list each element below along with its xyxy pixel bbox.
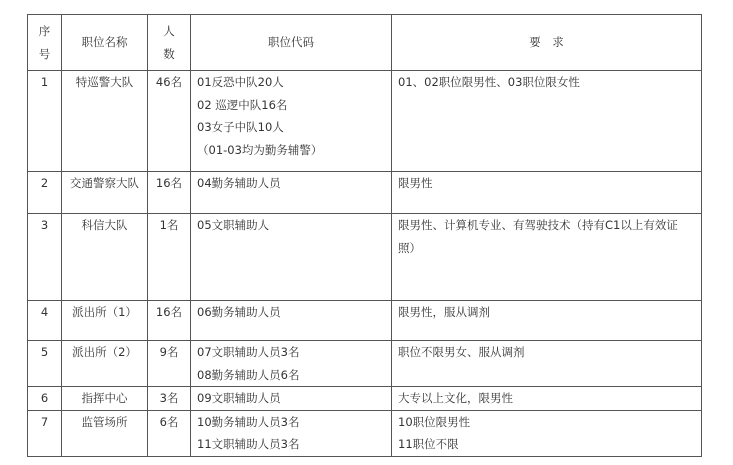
table-row <box>28 387 702 411</box>
row-requirement: 01、02职位限男性、03职位限女性 <box>392 71 702 172</box>
row-codes <box>191 71 392 172</box>
table-row <box>28 301 702 341</box>
row-index: 6 <box>28 387 62 411</box>
row-codes <box>191 410 392 456</box>
code-line: 11文职辅助人员3名 <box>197 437 300 451</box>
row-position-name: 监管场所 <box>62 410 148 456</box>
header-row <box>28 15 702 71</box>
row-codes <box>191 301 392 341</box>
header-code: 职位代码 <box>191 15 392 71</box>
row-requirement: 限男性，服从调剂 <box>392 301 702 341</box>
row-codes <box>191 172 392 214</box>
row-requirement <box>392 410 702 456</box>
row-codes <box>191 341 392 387</box>
row-count: 3名 <box>148 387 191 411</box>
row-position-name: 指挥中心 <box>62 387 148 411</box>
row-index: 5 <box>28 341 62 387</box>
code-line: 06勤务辅助人员 <box>197 305 281 319</box>
row-index: 2 <box>28 172 62 214</box>
header-name: 职位名称 <box>62 15 148 71</box>
row-index: 3 <box>28 214 62 301</box>
row-position-name: 派出所（1） <box>62 301 148 341</box>
code-line: 02 巡逻中队16名 <box>197 97 288 112</box>
row-count: 46名 <box>148 71 191 172</box>
row-count: 1名 <box>148 214 191 301</box>
row-count: 16名 <box>148 301 191 341</box>
recruitment-table <box>27 14 702 457</box>
header-index: 序 号 <box>28 15 62 71</box>
row-count: 6名 <box>148 410 191 456</box>
code-line: 07文职辅助人员3名 <box>197 345 300 359</box>
row-position-name: 特巡警大队 <box>62 71 148 172</box>
table-row <box>28 410 702 456</box>
table-row <box>28 71 702 172</box>
row-requirement: 限男性 <box>392 172 702 214</box>
row-position-name: 交通警察大队 <box>62 172 148 214</box>
code-line: 10勤务辅助人员3名 <box>197 414 300 429</box>
code-line: 08勤务辅助人员6名 <box>197 367 300 382</box>
requirement-line: 11职位不限 <box>398 437 459 451</box>
row-position-name: 科信大队 <box>62 214 148 301</box>
row-requirement: 职位不限男女、服从调剂 <box>392 341 702 387</box>
table-row <box>28 341 702 387</box>
row-position-name: 派出所（2） <box>62 341 148 387</box>
table-row <box>28 172 702 214</box>
table-row <box>28 214 702 301</box>
row-count: 16名 <box>148 172 191 214</box>
row-codes <box>191 214 392 301</box>
row-index: 1 <box>28 71 62 172</box>
row-requirement: 限男性、计算机专业、有驾驶技术（持有C1以上有效证照） <box>392 214 702 301</box>
code-line: 09文职辅助人员 <box>197 391 281 405</box>
row-count: 9名 <box>148 341 191 387</box>
row-requirement: 大专以上文化，限男性 <box>392 387 702 411</box>
code-line: 04勤务辅助人员 <box>197 176 281 190</box>
row-index: 7 <box>28 410 62 456</box>
code-line: 01反恐中队20人 <box>197 75 284 89</box>
row-codes <box>191 387 392 411</box>
code-line: （01-03均为勤务辅警） <box>197 142 323 157</box>
header-count: 人 数 <box>148 15 191 71</box>
code-line: 03女子中队10人 <box>197 120 284 134</box>
requirement-line: 10职位限男性 <box>398 414 471 429</box>
header-requirement: 要 求 <box>392 15 702 71</box>
code-line: 05文职辅助人 <box>197 218 270 232</box>
row-index: 4 <box>28 301 62 341</box>
